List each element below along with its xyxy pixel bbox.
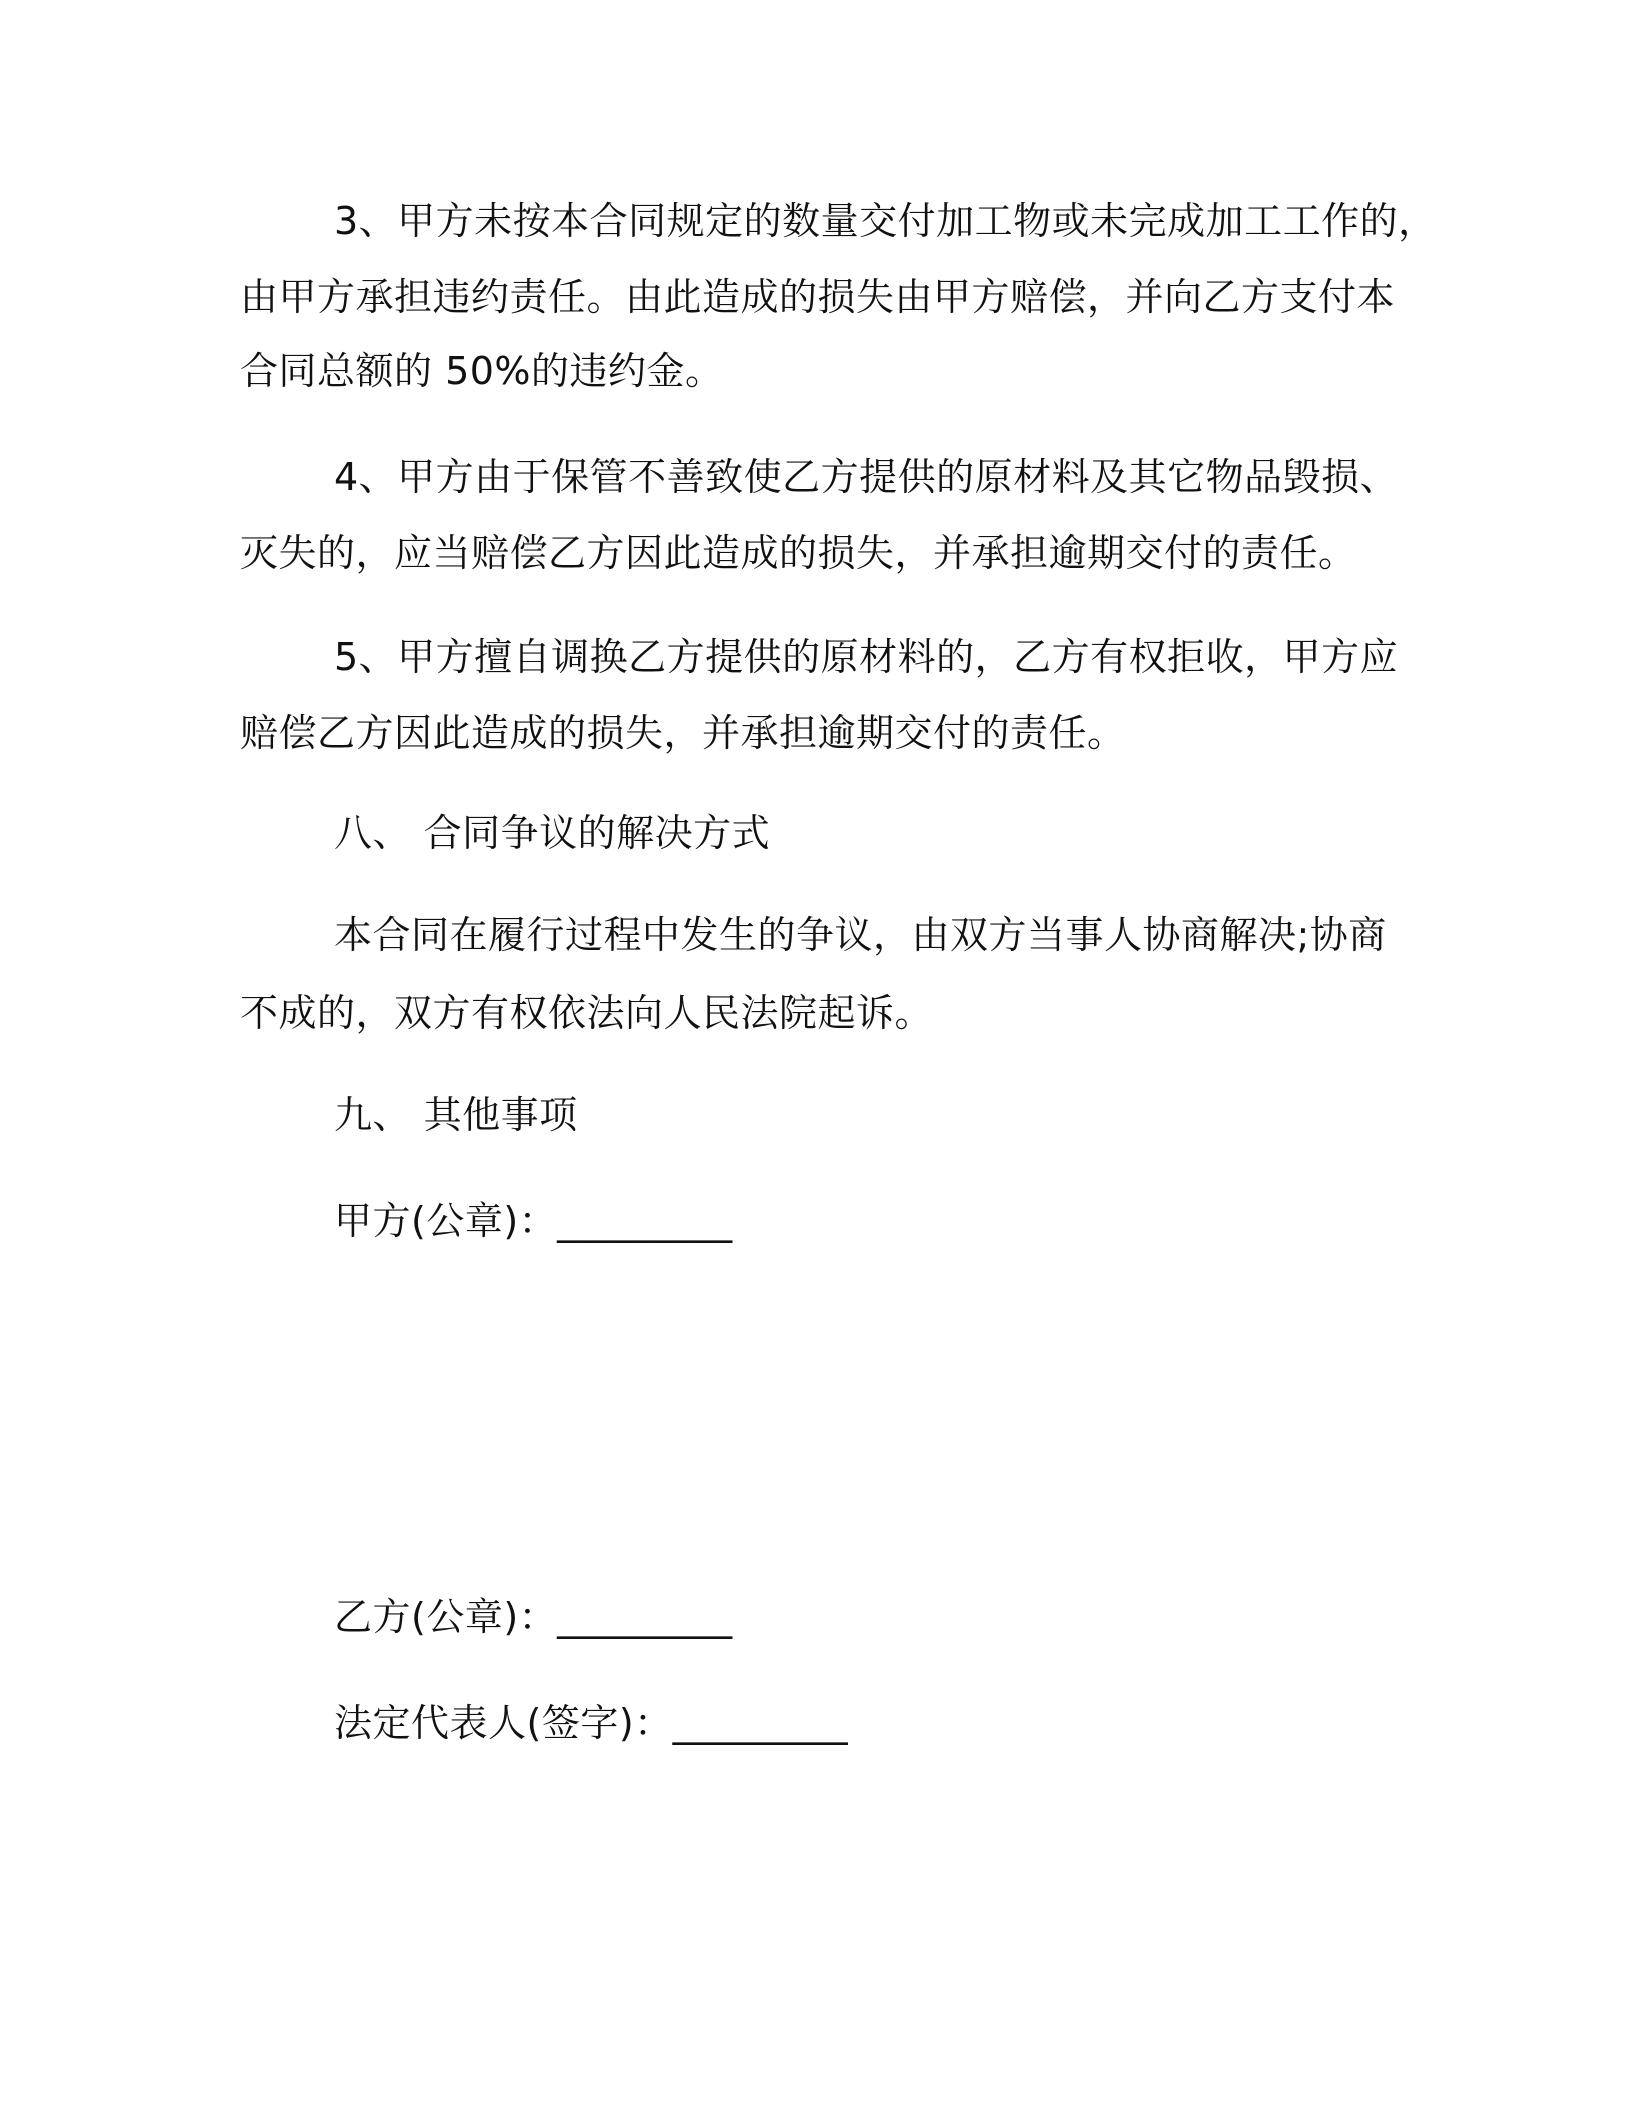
section-9-heading: 九、 其他事项 bbox=[334, 1093, 578, 1137]
clause-5-line-1: 5、甲方擅自调换乙方提供的原材料的，乙方有权拒收，甲方应 bbox=[334, 635, 1399, 679]
section-8-line-1: 本合同在履行过程中发生的争议，由双方当事人协商解决;协商 bbox=[334, 913, 1387, 957]
clause-5-line-2: 赔偿乙方因此造成的损失，并承担逾期交付的责任。 bbox=[240, 711, 1126, 755]
clause-3-line-3: 合同总额的 50%的违约金。 bbox=[240, 349, 724, 393]
clause-3-line-2: 由甲方承担违约责任。由此造成的损失由甲方赔偿，并向乙方支付本 bbox=[240, 275, 1396, 319]
legal-representative-signature: 法定代表人(签字)：_________ bbox=[334, 1701, 849, 1745]
section-8-line-2: 不成的，双方有权依法向人民法院起诉。 bbox=[240, 991, 934, 1035]
clause-3-line-1: 3、甲方未按本合同规定的数量交付加工物或未完成加工工作的， bbox=[334, 199, 1437, 243]
section-8-heading: 八、 合同争议的解决方式 bbox=[334, 811, 771, 855]
party-b-signature: 乙方(公章)：_________ bbox=[334, 1595, 733, 1639]
clause-4-line-2: 灭失的，应当赔偿乙方因此造成的损失，并承担逾期交付的责任。 bbox=[240, 531, 1357, 575]
party-a-signature: 甲方(公章)：_________ bbox=[334, 1199, 733, 1243]
clause-4-line-1: 4、甲方由于保管不善致使乙方提供的原材料及其它物品毁损、 bbox=[334, 455, 1399, 499]
